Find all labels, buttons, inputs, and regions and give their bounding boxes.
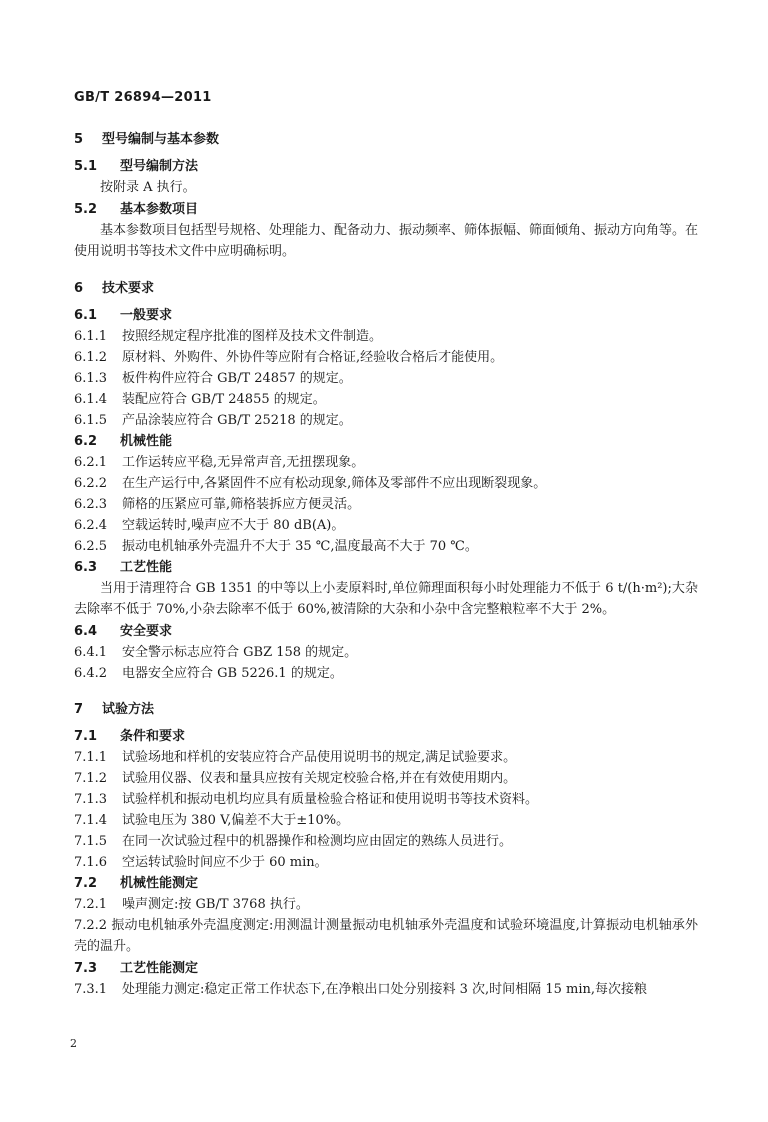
clause-item (74, 831, 698, 852)
clause-text: 安全要求 (120, 623, 173, 639)
clause-number: 6 (74, 280, 84, 296)
clause-item (74, 810, 698, 831)
clause-item (74, 979, 698, 1000)
clause-number: 6.2.4 (74, 517, 108, 533)
clause-number: 5.1 (74, 159, 98, 174)
section-heading (74, 277, 698, 301)
clause-item (74, 642, 698, 663)
document-code: GB/T 26894—2011 (74, 90, 212, 105)
clause-number: 7.1.1 (74, 749, 108, 765)
clause-text: 筛格的压紧应可靠,筛格装拆应方便灵活。 (122, 496, 361, 512)
subsection-heading (74, 873, 698, 894)
paragraph (74, 915, 698, 958)
clause-text: 机械性能 (120, 433, 173, 449)
clause-text: 原材料、外购件、外协件等应附有合格证,经验收合格后才能使用。 (122, 349, 504, 365)
clause-number: 6.4.2 (74, 665, 108, 681)
paragraph (74, 177, 698, 199)
clause-number: 5.2 (74, 201, 98, 217)
clause-text: 型号编制与基本参数 (102, 132, 220, 147)
clause-number: 6.4 (74, 623, 98, 639)
clause-text: 板件构件应符合 GB/T 24857 的规定。 (122, 370, 352, 386)
clause-item (74, 768, 698, 789)
clause-text: 当用于清理符合 GB 1351 的中等以上小麦原料时,单位筛理面积每小时处理能力不低于 6 t/(h·m²);大杂去除率不低于 70%,小杂去除率不低于 60%,被清除的大杂和小杂中含完整粮粒率不大于 2%。 (74, 580, 698, 617)
subsection-heading (74, 958, 698, 979)
clause-item (74, 494, 698, 515)
clause-text: 基本参数项目 (120, 201, 199, 217)
clause-item (74, 515, 698, 536)
clause-number: 6.1.1 (74, 328, 108, 344)
clause-text: 试验电压为 380 V,偏差不大于±10%。 (122, 812, 350, 828)
clause-text: 噪声测定:按 GB/T 3768 执行。 (122, 896, 309, 912)
clause-text: 电器安全应符合 GB 5226.1 的规定。 (122, 665, 343, 681)
clause-text: 型号编制方法 (120, 159, 199, 174)
section-heading (74, 128, 698, 152)
clause-item (74, 347, 698, 368)
clause-text: 工艺性能测定 (120, 960, 199, 976)
clause-text: 试验用仪器、仪表和量具应按有关规定校验合格,并在有效使用期内。 (122, 770, 517, 786)
clause-text: 按附录 A 执行。 (100, 180, 196, 195)
clause-number: 7.3.1 (74, 981, 108, 997)
subsection-heading (74, 557, 698, 578)
page-number: 2 (70, 1037, 77, 1050)
clause-number: 6.1.3 (74, 370, 108, 386)
clause-text: 一般要求 (120, 307, 173, 323)
clause-text: 条件和要求 (120, 728, 186, 744)
subsection-heading (74, 156, 698, 177)
clause-number: 7.3 (74, 960, 98, 976)
clause-text: 7.2.2 振动电机轴承外壳温度测定:用测温计测量振动电机轴承外壳温度和试验环境温度,计算振动电机轴承外壳的温升。 (74, 917, 698, 954)
clause-item (74, 410, 698, 431)
clause-text: 工艺性能 (120, 559, 173, 575)
clause-item (74, 389, 698, 410)
clause-item (74, 326, 698, 347)
clause-text: 振动电机轴承外壳温升不大于 35 ℃,温度最高不大于 70 ℃。 (122, 538, 478, 554)
clause-text: 试验样机和振动电机均应具有质量检验合格证和使用说明书等技术资料。 (122, 791, 539, 807)
clause-item (74, 789, 698, 810)
clause-number: 6.1.5 (74, 412, 108, 428)
clause-text: 安全警示标志应符合 GBZ 158 的规定。 (122, 644, 358, 660)
clause-text: 装配应符合 GB/T 24855 的规定。 (122, 391, 326, 407)
clause-number: 7.1.3 (74, 791, 108, 807)
paragraph (74, 578, 698, 621)
clause-item (74, 747, 698, 768)
clause-text: 空载运转时,噪声应不大于 80 dB(A)。 (122, 517, 345, 533)
clause-item (74, 894, 698, 915)
subsection-heading (74, 199, 698, 220)
clause-number: 6.3 (74, 559, 98, 575)
clause-text: 基本参数项目包括型号规格、处理能力、配备动力、振动频率、筛体振幅、筛面倾角、振动方向角等。在使用说明书等技术文件中应明确标明。 (74, 222, 699, 259)
clause-item (74, 473, 698, 494)
subsection-heading (74, 726, 698, 747)
clause-number: 6.2.1 (74, 454, 108, 470)
clause-item (74, 536, 698, 557)
clause-number: 7.2 (74, 875, 98, 891)
clause-number: 6.1.2 (74, 349, 108, 365)
subsection-heading (74, 621, 698, 642)
subsection-heading (74, 431, 698, 452)
clause-number: 5 (74, 132, 84, 147)
clause-item (74, 852, 698, 873)
section-heading (74, 698, 698, 722)
clause-number: 7.1 (74, 728, 98, 744)
clause-number: 6.1.4 (74, 391, 108, 407)
clause-number: 6.2.5 (74, 538, 108, 554)
clause-number: 6.4.1 (74, 644, 108, 660)
clause-number: 7.1.6 (74, 854, 108, 870)
clause-item (74, 368, 698, 389)
clause-text: 按照经规定程序批准的图样及技术文件制造。 (122, 328, 383, 344)
clause-number: 6.2 (74, 433, 98, 449)
clause-number: 6.2.3 (74, 496, 108, 512)
clause-number: 7.1.2 (74, 770, 108, 786)
clause-text: 处理能力测定:稳定正常工作状态下,在净粮出口处分别接料 3 次,时间相隔 15 min,每次接粮 (122, 981, 647, 997)
clause-text: 技术要求 (102, 280, 155, 296)
clause-item (74, 452, 698, 473)
paragraph (74, 220, 698, 263)
clause-number: 7.2.1 (74, 896, 108, 912)
clause-text: 在同一次试验过程中的机器操作和检测均应由固定的熟练人员进行。 (122, 833, 513, 849)
clause-text: 空运转试验时间应不少于 60 min。 (122, 854, 328, 870)
clause-text: 产品涂装应符合 GB/T 25218 的规定。 (122, 412, 352, 428)
clause-item (74, 663, 698, 684)
clause-number: 6.2.2 (74, 475, 108, 491)
clause-text: 试验方法 (102, 701, 155, 717)
clause-number: 7.1.4 (74, 812, 108, 828)
clause-text: 工作运转应平稳,无异常声音,无扭摆现象。 (122, 454, 365, 470)
clause-number: 7 (74, 701, 84, 717)
clause-text: 在生产运行中,各紧固件不应有松动现象,筛体及零部件不应出现断裂现象。 (122, 475, 547, 491)
clause-number: 7.1.5 (74, 833, 108, 849)
clause-text: 试验场地和样机的安装应符合产品使用说明书的规定,满足试验要求。 (122, 749, 517, 765)
document-body (74, 128, 698, 1000)
clause-text: 机械性能测定 (120, 875, 199, 891)
clause-number: 6.1 (74, 307, 98, 323)
subsection-heading (74, 305, 698, 326)
